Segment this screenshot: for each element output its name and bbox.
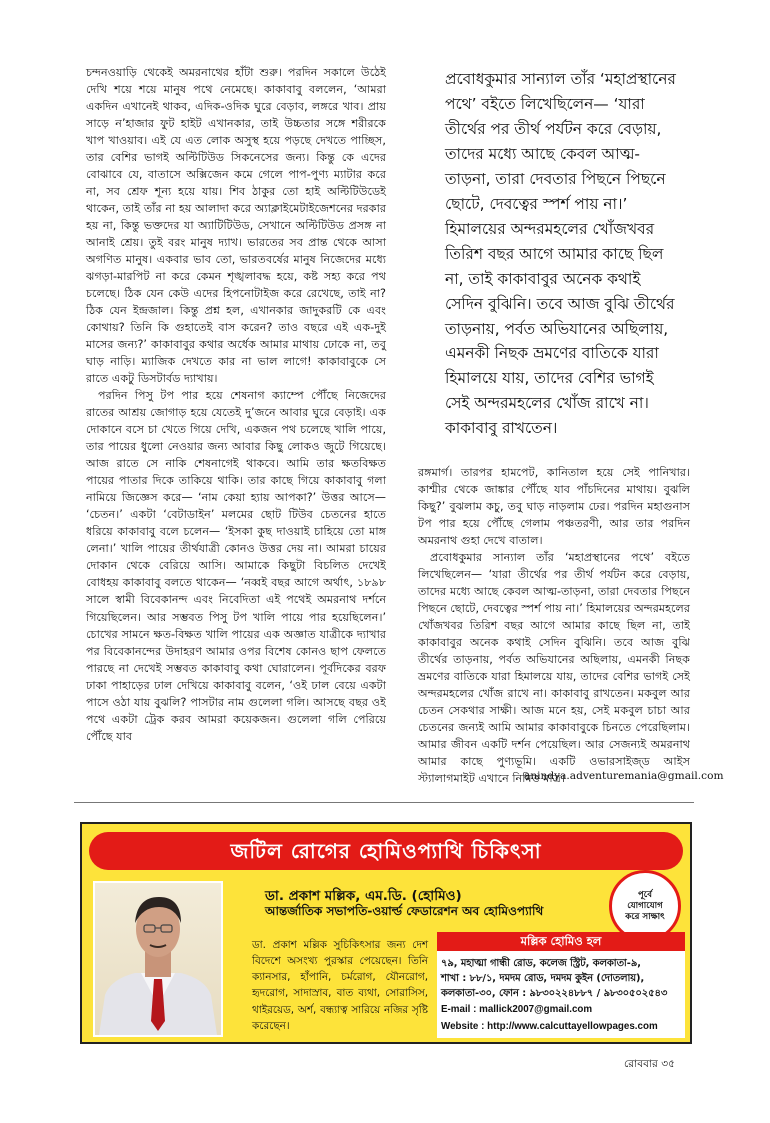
pull-quote [445, 67, 681, 441]
clinic-address-line: শাখা : ৮৮/১, দমদম রোড, দমদম কুইন (দোতলায়), [441, 973, 645, 984]
clinic-address-line: ৭৯, মহাত্মা গান্ধী রোড, কলেজ স্ট্রিট, কলকাতা-৯, [441, 958, 641, 969]
clinic-name: মল্লিক হোমিও হল [437, 932, 685, 951]
article-paragraph: চন্দনওয়াড়ি থেকেই অমরনাথের হাঁটা শুরু। পরদিন সকালে উঠেই দেখি শয়ে শয়ে মানুষ পথে নেমেছে। কাকাবাবু বললেন, ‘আমরা একদিন এখানেই থাকব, এদিক-ওদিক ঘুরে বেড়াব, লঙ্গরে খাব। প্রায় সাড়ে ন’হাজার ফুট হাইট এখানকার, তাই উচ্চতার সঙ্গে শরীরকে খাপ খাওয়াব। এই যে এত লোক অসুস্থ হয়ে পড়ছে দেখতে পাচ্ছিস, তার বেশির ভাগই অল্টিটিউড সিকনেসের জন্য। কিন্তু কে এদের বোঝাবে যে, বাতাসে অক্সিজেন কমে গেলে পাপ-পুণ্য ম্যাটার করে না, সব শ্রেফ শূন্য হয়ে যায়। শিব ঠাকুর তো হাই অল্টিটিউডেই থাকেন, তাই তাঁর না হয় আলাদা করে অ্যাক্লাইমেটাইজেশনের দরকার হয় না, কিন্তু ভক্তদের যা অ্যাটিটিউড, সেখানে অল্টিটিউড প্রসঙ্গ না আনাই শ্রেয়। তুই বরং মানুষ দ্যাখ। ভারতের সব প্রান্ত থেকে আসা অগণিত মানুষ। একবার ভাব তো, ভারতবর্ষের মানুষ নিজেদের মধ্যে ঝগড়া-মারপিট না করে কেমন শৃঙ্খলাবদ্ধ হয়ে, কষ্ট সহ্য করে পথ চলেছে। ঠিক যেন কেউ এদের হিপনোটাইজ করে রেখেছে, তাই না? ঠিক যেন ইন্দ্রজাল। কিন্তু প্রশ্ন হল, এখানকার জাদুকরটি কে এবং কোথায়? তিনি কি গুহাতেই বাস করেন? তাও বছরে এই এক-দুই মাসের জন্য?’ কাকাবাবুর কথার অর্ধেক আমার মাথায় ঢোকে না, তবু ঘাড় নাড়ি। ম্যাজিক দেখতে কার না ভাল লাগে! কাকাবাবুকে সে রাতে একটু ডিসটার্বড দ্যাখায়। [86, 66, 386, 386]
article-paragraph: রঙ্গমার্গ। তারপর হামপেট, কানিতাল হয়ে সেই পানিখার। কাশ্মীর থেকে জাঙ্কার পৌঁছে যাব পাঁচদিনের মাথায়। বুঝলি কিছু?’ বুঝলাম কচু, তবু ঘাড় নাড়লাম ঢের। পরদিন মহাগুনাস টপ পার হয়ে পৌঁছে গেলাম পঞ্চতরণী, আর তার পরদিন অমরনাথ গুহা দেখে বাতাল। [418, 466, 690, 548]
doctor-name: ডা. প্রকাশ মল্লিক, এম.ডি. (হোমিও) [265, 888, 462, 904]
article-left-column [86, 64, 386, 745]
clinic-website-link[interactable]: Website : http://www.calcuttayellowpages.com [441, 1021, 658, 1032]
article-paragraph: প্রবোধকুমার সান্যাল তাঁর ‘মহাপ্রস্থানের পথে’ বইতে লিখেছিলেন— ‘যারা তীর্থের পর তীর্থ পর্যটন করে বেড়ায়, তাদের মধ্যে আছে কেবল আত্ম-তাড়না, তারা দেবতার পিছনে পিছনে ছোটে, দেবত্বের স্পর্শ পায় না।’ হিমালয়ের অন্দরমহলের খোঁজখবর তিরিশ বছর আগে আমার কাছে ছিল না, তাই কাকাবাবুর অনেক কথাই সেদিন বুঝিনি। তবে আজ বুঝি তীর্থের তাড়নায়, পর্বত অভিযানের অছিলায়, এমনকী নিছক ভ্রমণের বাতিকে যারা হিমালয়ে যায়, তাদের বেশির ভাগই সেই অন্দরমহলের খোঁজ রাখে না। কাকাবাবু রাখতেন। মকবুল আর চেতন সেকথার সাক্ষী। আজ মনে হয়, সেই মকবুল চাচা আর চেতনের জন্যই আমি আমার কাকাবাবুকে চিনতে পেরেছিলাম। আমার জীবন একটি দর্শন পেয়েছিল। আর সেজন্যই অমরনাথ আমার কাছে পুণ্যভূমি। একটি ওভারসাইজ্‌ড আইস স্ট্যালাগমাইট এখানে নিমিত্ত মাত্র। [418, 551, 690, 786]
clinic-address-line: কলকাতা-৩০, ফোন : ৯৮৩০২২৪৮৮৭ / ৯৮৩০৫০২৫৪৩ [441, 988, 668, 999]
doctor-title: আন্তর্জাতিক সভাপতি-ওয়ার্ল্ড ফেডারেশন অব হোমিওপ্যাথি [265, 904, 544, 918]
clinic-contact-box [437, 932, 685, 1038]
article-right-column [418, 464, 724, 787]
ad-headline: জটিল রোগের হোমিওপ্যাথি চিকিৎসা [89, 832, 683, 870]
clinic-email[interactable]: E-mail : mallick2007@gmail.com [441, 1004, 593, 1015]
page-footer: রোববার ৩৫ [624, 1058, 676, 1070]
pull-quote-text: প্রবোধকুমার সান্যাল তাঁর ‘মহাপ্রস্থানের পথে’ বইতে লিখেছিলেন— ‘যারা তীর্থের পর তীর্থ পর্যটন করে বেড়ায়, তাদের মধ্যে আছে কেবল আত্ম-তাড়না, তারা দেবতার পিছনে পিছনে ছোটে, দেবত্বের স্পর্শ পায় না।’ হিমালয়ের অন্দরমহলের খোঁজখবর তিরিশ বছর আগে আমার কাছে ছিল না, তাই কাকাবাবুর অনেক কথাই সেদিন বুঝিনি। তবে আজ বুঝি তীর্থের তাড়নায়, পর্বত অভিযানের অছিলায়, এমনকী নিছক ভ্রমণের বাতিকে যারা হিমালয়ে যায়, তাদের বেশির ভাগই সেই অন্দরমহলের খোঁজ রাখে না। কাকাবাবু রাখতেন। [445, 70, 676, 438]
article-paragraph: পরদিন পিসু টপ পার হয়ে শেষনাগ ক্যাম্পে পৌঁছে নিজেদের রাতের আশ্রয় জোগাড় হয়ে যেতেই দু’জনে আবার ঘুরে বেড়াই। এক দোকানে বসে চা খেতে গিয়ে দেখি, একজন পথ চলেছে খালি পায়ে, তার পায়ের ধুলো নেওয়ার জন্য আবার কিছু লোকও জুটে গিয়েছে। আজ রাতে সে নাকি শেষনাগেই থাকবে। আমি তার ক্ষতবিক্ষত পায়ের পাতার দিকে তাকিয়ে থাকি। তার কাছে গিয়ে কাকাবাবু গলা নামিয়ে জিজ্ঞেস করে— ‘নাম কেয়া হ্যায় আপকা?’ উত্তর আসে— ‘চেতন।’ একটা ‘বেটাডাইন’ মলমের ছোট টিউব চেতনের হাতে ধরিয়ে কাকাবাবু বলে চলেন— ‘ইসকা কুছ দাওয়াই চাহিয়ে তো মাঙ্গ লেনা।’ খালি পায়ের তীর্থযাত্রী কোনও উত্তর দেয় না। আমরা চায়ের দোকান থেকে বেরিয়ে আসি। আমাকে কিছুটা বিচলিত দেখেই বোধহয় কাকাবাবু বলতে থাকেন— ‘নব্বই বছর আগে অর্থাৎ, ১৮৯৮ সালে স্বামী বিবেকানন্দ এবং নিবেদিতা এই পথেই অমরনাথ দর্শনে গিয়েছিলেন। আর সম্ভবত পিসু টপ খালি পায়ে পার হয়েছিলেন।’ চোখের সামনে ক্ষত-বিক্ষত খালি পায়ের এক অজ্ঞাত যাত্রীকে দ্যাখার পর বিবেকানন্দের উদাহরণ আমার ওপর বিশেষ কোনও ছাপ ফেলতে পারছে না দেখেই সম্ভবত কাকাবাবু কথা ঘোরালেন। পূর্বদিকের বরফ ঢাকা পাহাড়ের ঢাল দেখিয়ে কাকাবাবু বলেন, ‘ওই ঢাল বেয়ে একটা পাসে ওঠা যায় বুঝলি? পাসটার নাম গুলেলা গলি। আসছে বছর ওই পথে একটা ট্রেক করব আমরা কয়েকজন। গুলেলা গলি পেরিয়ে পৌঁছে যাব [86, 389, 386, 743]
homeopathy-advertisement [80, 822, 692, 1044]
author-email: anindya.adventuremania@gmail.com [524, 770, 724, 782]
ad-description: ডা. প্রকাশ মল্লিক সুচিকিৎসার জন্য দেশ বিদেশে অসংখ্য পুরস্কার পেয়েছেন। তিনি ক্যানসার, হাঁপানি, চর্মরোগ, যৌনরোগ, হৃদরোগ, সাদাস্রাব, বাত ব্যথা, সোরাসিস, থাইরয়েড, অর্শ, বন্ধ্যাত্ব সারিয়ে নজির সৃষ্টি করেছেন। [252, 939, 428, 1032]
badge-line: করে সাক্ষাৎ [625, 912, 665, 923]
doctor-portrait-icon [95, 883, 221, 1035]
badge-line: যোগাযোগ [627, 901, 663, 912]
badge-line: পূর্বে [637, 890, 653, 900]
doctor-photo [93, 881, 223, 1037]
section-divider [74, 802, 694, 803]
